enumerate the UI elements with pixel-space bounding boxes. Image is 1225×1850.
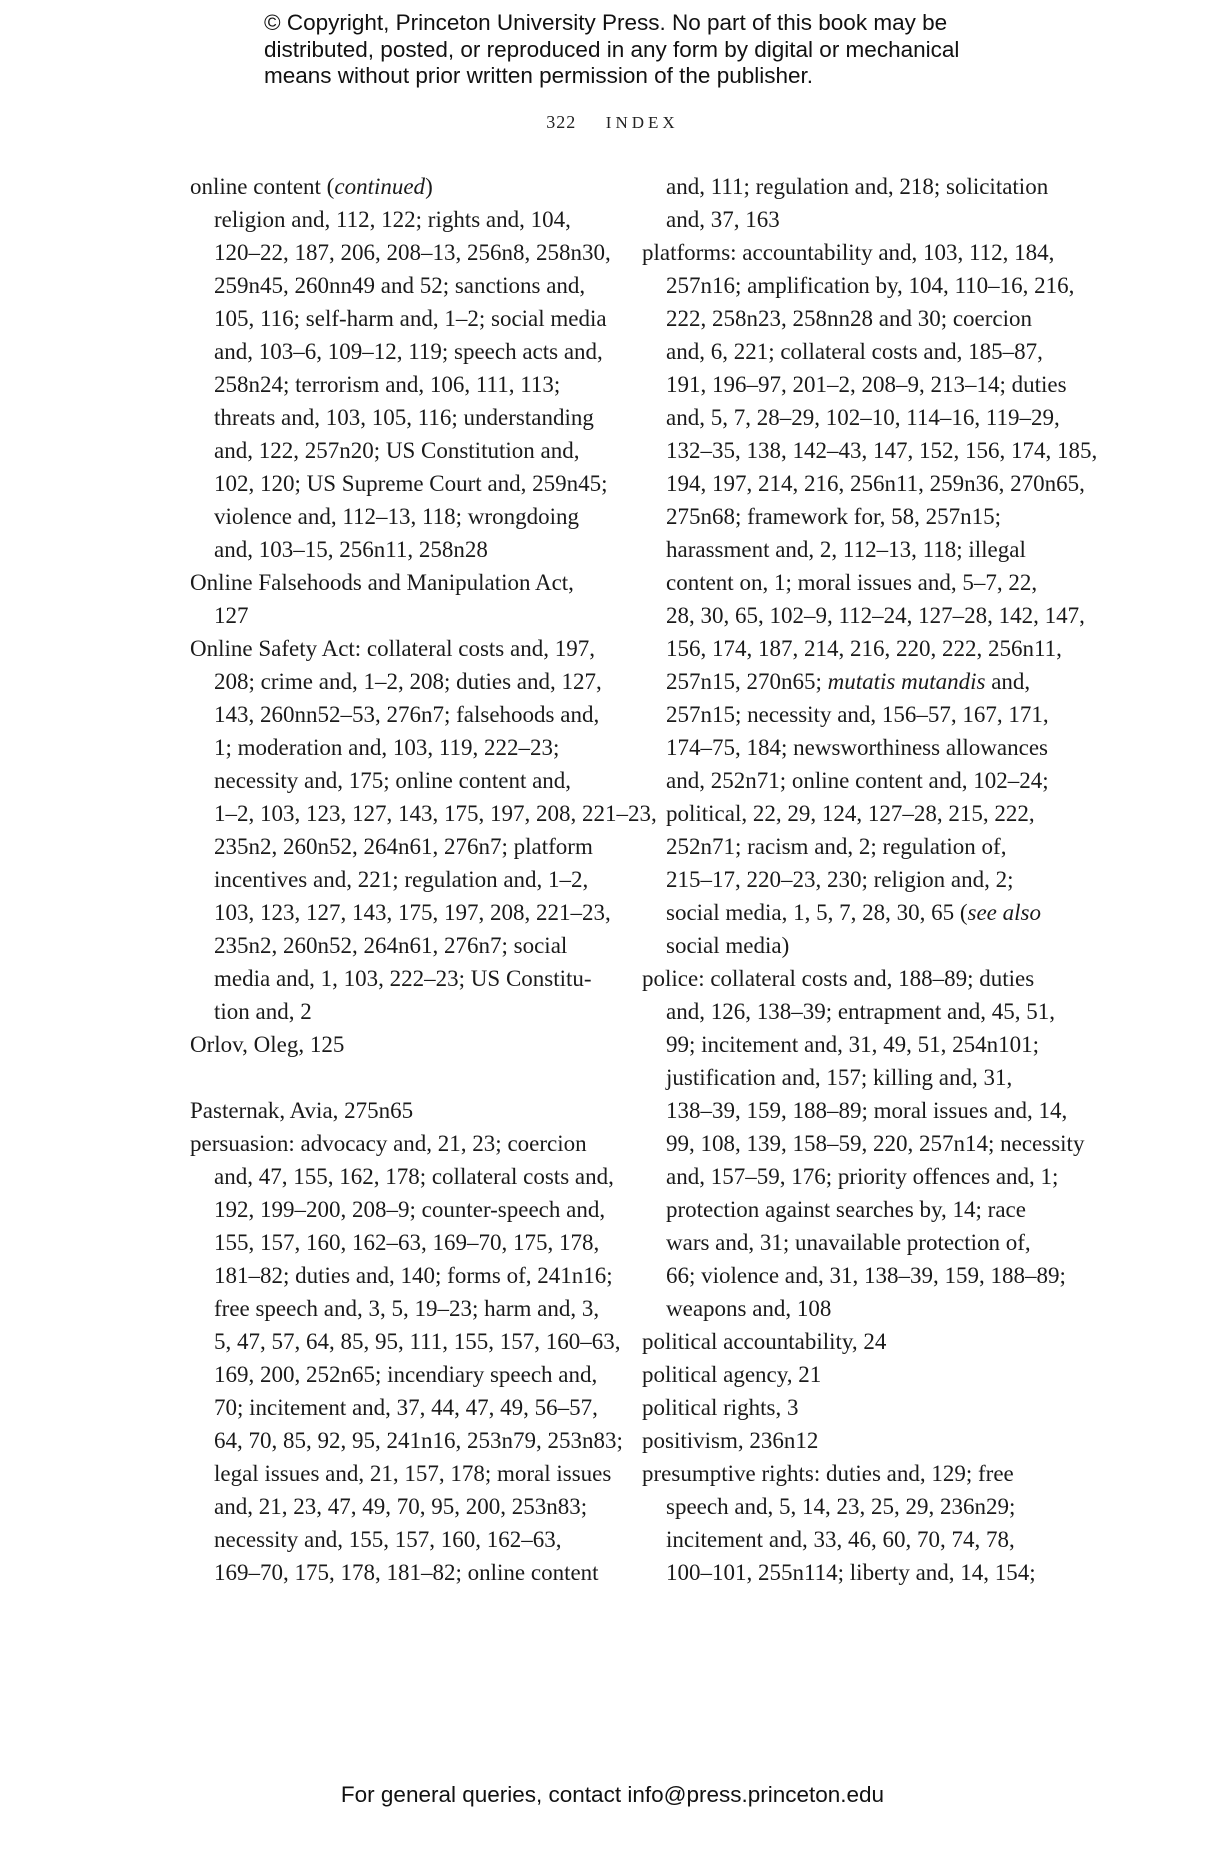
index-entry-line: tion and, 2 [214,999,312,1024]
index-entry-line: 66; violence and, 31, 138–39, 159, 188–89; [666,1263,1066,1288]
index-entry-line: 258n24; terrorism and, 106, 111, 113; [214,372,561,397]
index-entry-line: political, 22, 29, 124, 127–28, 215, 222, [666,801,1035,826]
index-entry-line: 257n15; necessity and, 156–57, 167, 171, [666,702,1049,727]
index-entry-line: social media) [666,933,790,958]
index-entry-line: 174–75, 184; newsworthiness allowances [666,735,1048,760]
italic-text: continued [334,174,426,199]
index-spacer [190,1061,610,1094]
index-column-left [190,170,657,1589]
index-entry-line: 100–101, 255n114; liberty and, 14, 154; [666,1560,1036,1585]
index-entry-heading: platforms: accountability and, 103, 112, 184, [642,240,1055,265]
index-entry-heading [190,170,610,203]
index-entry-line: wars and, 31; unavailable protection of, [666,1230,1031,1255]
index-entry-line: necessity and, 175; online content and, [214,768,572,793]
index-entry-line: 120–22, 187, 206, 208–13, 256n8, 258n30, [214,240,611,265]
index-entry-line: 103, 123, 127, 143, 175, 197, 208, 221–23, [214,900,611,925]
index-entry-line: 252n71; racism and, 2; regulation of, [666,834,1007,859]
index-entry-line: religion and, 112, 122; rights and, 104, [214,207,571,232]
italic-text: mutatis mutandis [827,669,986,694]
index-entry-line: and, 111; regulation and, 218; solicitation [666,174,1049,199]
index-entry-heading: police: collateral costs and, 188–89; duties [642,966,1035,991]
text-run: ) [425,174,433,199]
index-entry-line: 1–2, 103, 123, 127, 143, 175, 197, 208, 221–23, [214,801,657,826]
index-entry-line: 235n2, 260n52, 264n61, 276n7; social [214,933,568,958]
index-entry-line: and, 37, 163 [666,207,780,232]
index-entry-line: 156, 174, 187, 214, 216, 220, 222, 256n11, [666,636,1062,661]
page-number: 322 [546,112,577,132]
text-run: online content ( [190,174,335,199]
index-entry-heading: political rights, 3 [642,1395,799,1420]
index-entry-line: 259n45, 260nn49 and 52; sanctions and, [214,273,586,298]
index-entry-line: 235n2, 260n52, 264n61, 276n7; platform [214,834,593,859]
index-entry-line: legal issues and, 21, 157, 178; moral issues [214,1461,612,1486]
copyright-line: © Copyright, Princeton University Press. No part of this book may be [264,10,948,35]
index-entry-heading: political accountability, 24 [642,1329,887,1354]
index-entry-line: 1; moderation and, 103, 119, 222–23; [214,735,560,760]
index-entry-line: necessity and, 155, 157, 160, 162–63, [214,1527,562,1552]
text-run: and, [985,669,1031,694]
index-entry-line: 215–17, 220–23, 230; religion and, 2; [666,867,1014,892]
index-entry-line: and, 103–6, 109–12, 119; speech acts and, [214,339,603,364]
index-entry-line: 191, 196–97, 201–2, 208–9, 213–14; duties [666,372,1067,397]
index-entry-line: 127 [214,603,249,628]
index-entry-heading: Online Safety Act: collateral costs and, 197, [190,636,595,661]
index-entry-line: 222, 258n23, 258nn28 and 30; coercion [666,306,1033,331]
index-entry-heading: political agency, 21 [642,1362,822,1387]
text-run: social media, 1, 5, 7, 28, 30, 65 ( [666,900,968,925]
index-entry-heading: Pasternak, Avia, 275n65 [190,1098,414,1123]
index-entry-line: media and, 1, 103, 222–23; US Constitu- [214,966,592,991]
index-entry-line: and, 47, 155, 162, 178; collateral costs and, [214,1164,614,1189]
index-entry-line: 132–35, 138, 142–43, 147, 152, 156, 174, 185, [666,438,1098,463]
index-column-right [642,170,1098,1589]
index-entry-heading: positivism, 236n12 [642,1428,819,1453]
copyright-notice [264,10,1024,90]
copyright-line: means without prior written permission of the publisher. [264,63,814,88]
index-entry-line: and, 5, 7, 28–29, 102–10, 114–16, 119–29, [666,405,1060,430]
index-entry-line: 275n68; framework for, 58, 257n15; [666,504,1002,529]
index-entry-line: and, 21, 23, 47, 49, 70, 95, 200, 253n83; [214,1494,588,1519]
index-entry-line: 138–39, 159, 188–89; moral issues and, 14, [666,1098,1068,1123]
index-entry-line: and, 252n71; online content and, 102–24; [666,768,1049,793]
index-entry-line: and, 157–59, 176; priority offences and, 1; [666,1164,1059,1189]
index-entry-line: incitement and, 33, 46, 60, 70, 74, 78, [666,1527,1015,1552]
index-entry-heading: persuasion: advocacy and, 21, 23; coercion [190,1131,587,1156]
index-entry-heading: Orlov, Oleg, 125 [190,1032,345,1057]
index-entry-line: speech and, 5, 14, 23, 25, 29, 236n29; [666,1494,1016,1519]
footer-contact [0,1782,1225,1808]
index-entry-line: 5, 47, 57, 64, 85, 95, 111, 155, 157, 160–63, [214,1329,621,1354]
text-run: 257n15, 270n65; [666,669,828,694]
index-entry-line: 181–82; duties and, 140; forms of, 241n16; [214,1263,613,1288]
index-entry-line [642,896,1062,929]
index-entry-line: and, 122, 257n20; US Constitution and, [214,438,580,463]
index-entry-line: harassment and, 2, 112–13, 118; illegal [666,537,1026,562]
index-entry-line: violence and, 112–13, 118; wrongdoing [214,504,579,529]
section-title: INDEX [605,113,679,132]
index-entry-line: 257n16; amplification by, 104, 110–16, 216, [666,273,1075,298]
index-entry-line: and, 103–15, 256n11, 258n28 [214,537,488,562]
index-entry-line: 64, 70, 85, 92, 95, 241n16, 253n79, 253n83; [214,1428,623,1453]
index-entry-heading: presumptive rights: duties and, 129; free [642,1461,1014,1486]
index-entry-line: 99, 108, 139, 158–59, 220, 257n14; necessity [666,1131,1085,1156]
index-entry-line: 143, 260nn52–53, 276n7; falsehoods and, [214,702,600,727]
copyright-line: distributed, posted, or reproduced in any form by digital or mechanical [264,36,960,62]
index-entry-line [642,665,1062,698]
index-entry-heading: Online Falsehoods and Manipulation Act, [190,570,574,595]
index-entry-line: 169–70, 175, 178, 181–82; online content [214,1560,599,1585]
index-entry-line: weapons and, 108 [666,1296,832,1321]
index-entry-line: 169, 200, 252n65; incendiary speech and, [214,1362,598,1387]
index-entry-line: 102, 120; US Supreme Court and, 259n45; [214,471,608,496]
index-entry-line: incentives and, 221; regulation and, 1–2, [214,867,589,892]
index-entry-line: justification and, 157; killing and, 31, [666,1065,1013,1090]
index-entry-line: free speech and, 3, 5, 19–23; harm and, 3, [214,1296,600,1321]
running-head [0,112,1225,133]
index-entry-line: 70; incitement and, 37, 44, 47, 49, 56–57, [214,1395,598,1420]
italic-text: see also [967,900,1041,925]
index-entry-line: and, 126, 138–39; entrapment and, 45, 51, [666,999,1056,1024]
index-entry-line: 28, 30, 65, 102–9, 112–24, 127–28, 142, 147, [666,603,1085,628]
index-entry-line: and, 6, 221; collateral costs and, 185–87, [666,339,1043,364]
index-entry-line: protection against searches by, 14; race [666,1197,1026,1222]
index-entry-line: 208; crime and, 1–2, 208; duties and, 127, [214,669,602,694]
footer-text: For general queries, contact info@press.princeton.edu [340,1782,885,1807]
index-entry-line: 192, 199–200, 208–9; counter-speech and, [214,1197,606,1222]
index-entry-line: content on, 1; moral issues and, 5–7, 22, [666,570,1038,595]
index-entry-line: 99; incitement and, 31, 49, 51, 254n101; [666,1032,1040,1057]
index-entry-line: threats and, 103, 105, 116; understanding [214,405,594,430]
index-entry-line: 105, 116; self-harm and, 1–2; social media [214,306,607,331]
index-entry-line: 155, 157, 160, 162–63, 169–70, 175, 178, [214,1230,600,1255]
index-entry-line: 194, 197, 214, 216, 256n11, 259n36, 270n65, [666,471,1085,496]
